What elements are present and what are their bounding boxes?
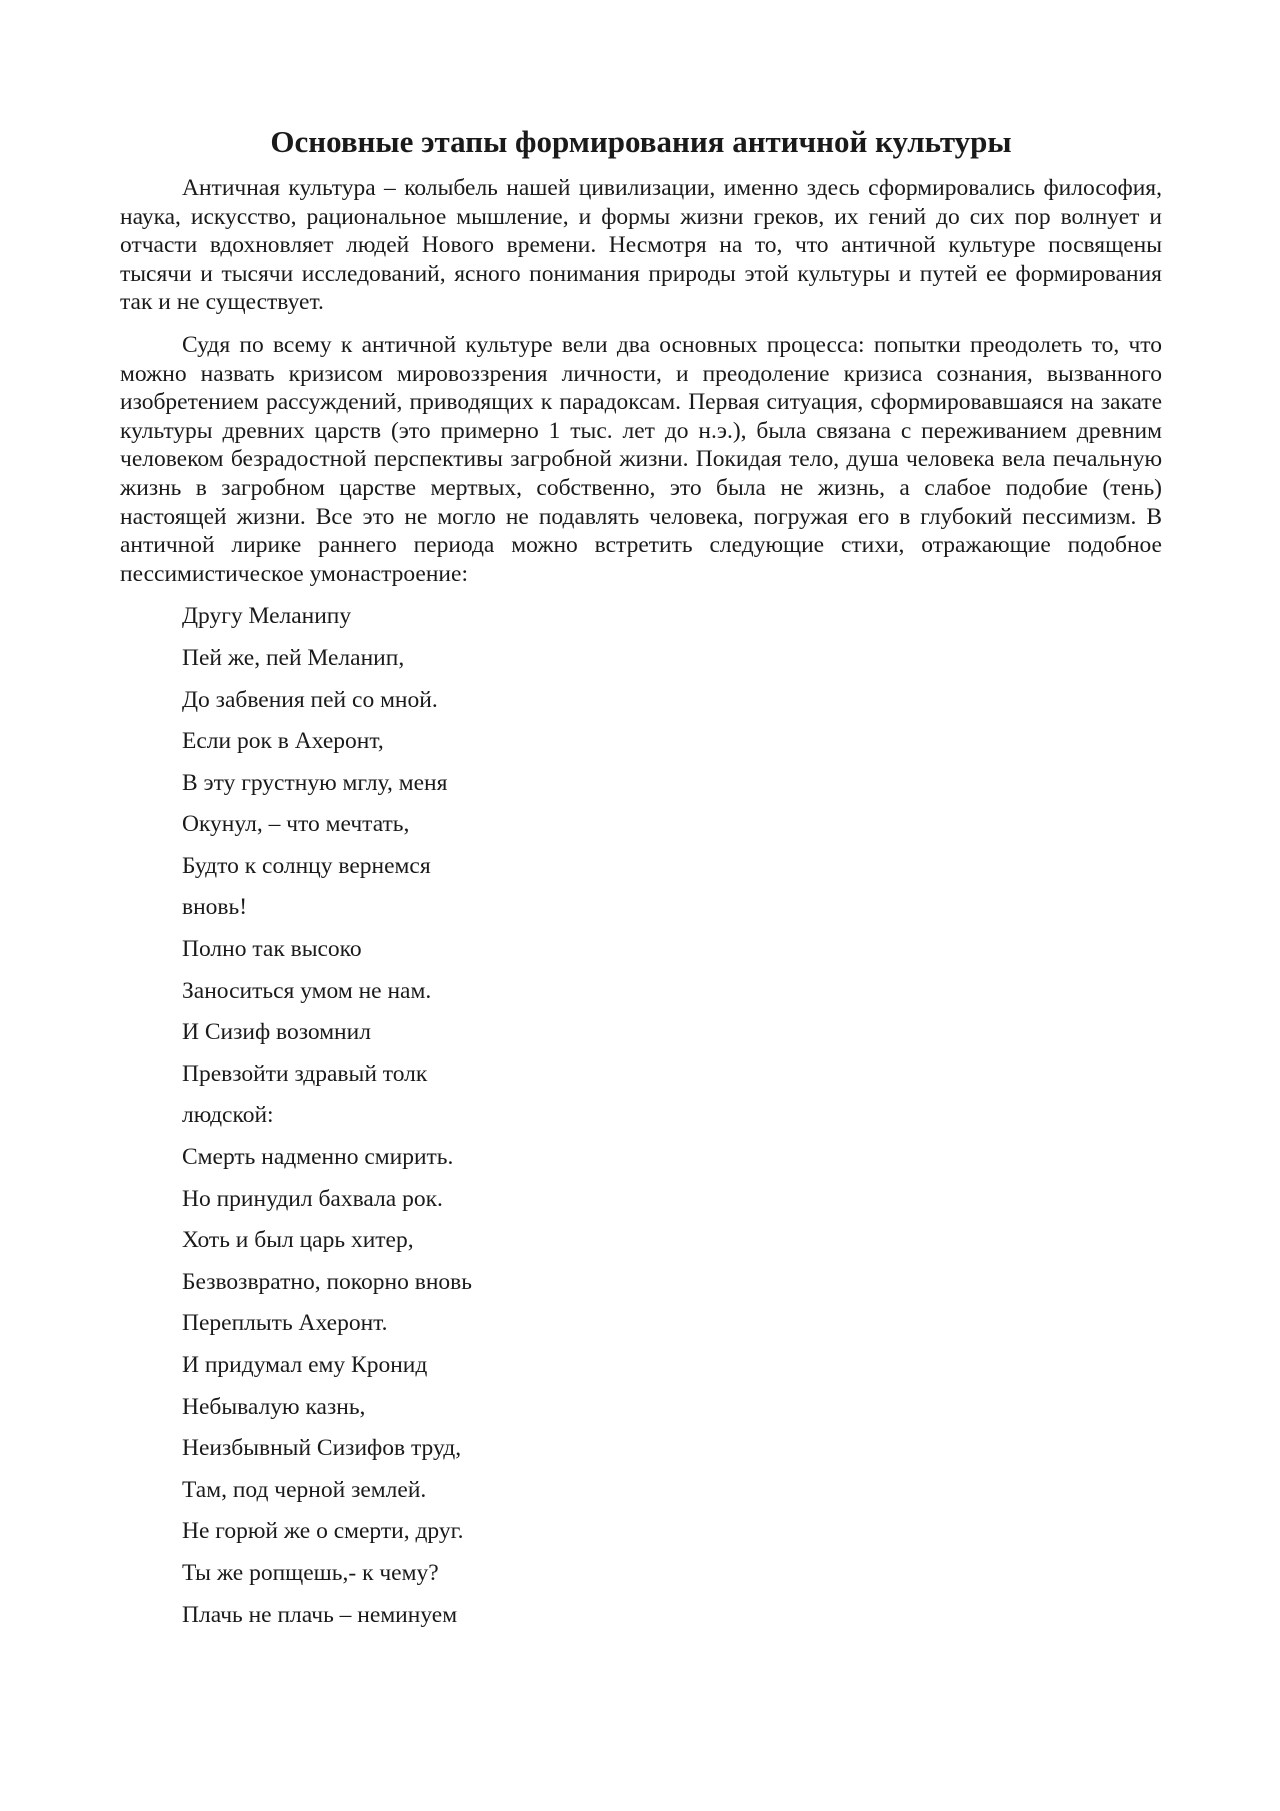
- poem-line: вновь!: [182, 894, 248, 921]
- poem-line: И Сизиф возомнил: [182, 1019, 371, 1046]
- poem-line: До забвения пей со мной.: [182, 686, 438, 713]
- poem-line: Хоть и был царь хитер,: [182, 1227, 414, 1254]
- paragraph-intro: Античная культура – колыбель нашей цивилизации, именно здесь сформировались философия, наука, искусство, рациональное мышление, и формы жизни греков, их гений до сих пор волнует и отчасти вдохновляет людей Нового времени. Несмотря на то, что античной культуре посвящены тысячи и тысячи исследований, ясного понимания природы этой культуры и путей ее формирования так и не существует.: [120, 175, 1162, 316]
- paragraph-processes: Судя по всему к античной культуре вели два основных процесса: попытки преодолеть то, что можно назвать кризисом мировоззрения личности, и преодоление кризиса сознания, вызванного изобретением рассуждений, приводящих к парадоксам. Первая ситуация, сформировавшаяся на закате культуры древних царств (это примерно 1 тыс. лет до н.э.), была связана с переживанием древним человеком безрадостной перспективы загробной жизни. Покидая тело, душа человека вела печальную жизнь в загробном царстве мертвых, собственно, это была не жизнь, а слабое подобие (тень) настоящей жизни. Все это не могло не подавлять человека, погружая его в глубокий пессимизм. В античной лирике раннего периода можно встретить следующие стихи, отражающие подобное пессимистическое умонастроение:: [120, 331, 1162, 587]
- poem-line: Безвозвратно, покорно вновь: [182, 1268, 472, 1295]
- poem-line: Заноситься умом не нам.: [182, 977, 432, 1004]
- poem-line: Смерть надменно смирить.: [182, 1144, 454, 1171]
- poem-line: Плачь не плачь – неминуем: [182, 1601, 458, 1628]
- poem-line: Там, под черной землей.: [182, 1476, 427, 1503]
- poem-line: Если рок в Ахеронт,: [182, 728, 384, 755]
- poem-line: Ты же ропщешь,- к чему?: [182, 1559, 439, 1586]
- poem-line: Но принудил бахвала рок.: [182, 1185, 443, 1212]
- poem-line: Небывалую казнь,: [182, 1393, 366, 1420]
- poem-line: Переплыть Ахеронт.: [182, 1310, 388, 1337]
- poem-line: И придумал ему Кронид: [182, 1352, 428, 1378]
- poem-line: Неизбывный Сизифов труд,: [182, 1435, 462, 1462]
- poem-line: Окунул, – что мечтать,: [182, 811, 410, 838]
- poem-title: Другу Меланипу: [182, 603, 352, 630]
- poem-line: людской:: [182, 1102, 274, 1129]
- document-title: Основные этапы формирования античной культуры: [270, 124, 1012, 159]
- poem-line: Будто к солнцу вернемся: [182, 852, 431, 879]
- poem-line: Полно так высоко: [182, 936, 362, 963]
- poem: [182, 602, 1162, 1642]
- poem-line: В эту грустную мглу, меня: [182, 769, 448, 796]
- poem-line: Пей же, пей Меланип,: [182, 644, 405, 671]
- poem-line: Не горюй же о смерти, друг.: [182, 1518, 464, 1545]
- poem-line: Превзойти здравый толк: [182, 1060, 428, 1087]
